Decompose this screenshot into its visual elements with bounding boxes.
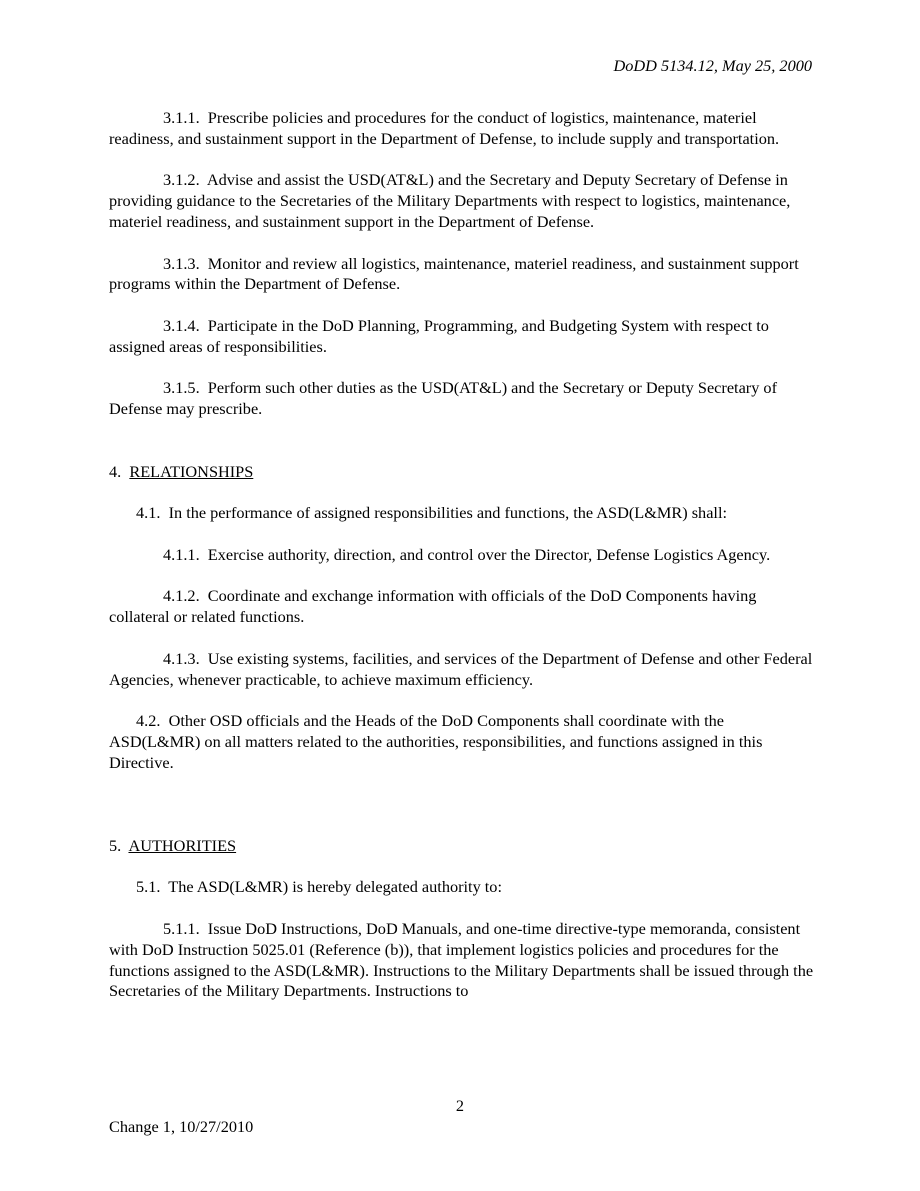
paragraph-number: 3.1.3. (163, 253, 200, 273)
paragraph-number: 4.1.3. (163, 648, 200, 668)
section-number: 5. (109, 835, 122, 855)
paragraph-number: 3.1.1. (163, 108, 200, 127)
paragraph-text: Prescribe policies and procedures for the conduct of logistics, maintenance, materiel readiness, and sustainment support in the Department of Defense, to include supply and transportation. (109, 108, 780, 148)
paragraph-3-1-5 (109, 378, 814, 420)
paragraph-4-1-1 (109, 545, 814, 566)
document-body (109, 108, 814, 1023)
paragraph-text: Use existing systems, facilities, and services of the Department of Defense and other Federal Agencies, whenever practicable, to achieve maximum efficiency. (109, 648, 813, 689)
section-title: AUTHORITIES (128, 835, 237, 855)
paragraph-number: 5.1. (136, 877, 161, 897)
paragraph-4-1-2 (109, 586, 814, 628)
paragraph-number: 4.1.1. (163, 544, 200, 564)
section-number: 4. (109, 461, 122, 481)
section-title: RELATIONSHIPS (129, 461, 254, 481)
section-heading-authorities (109, 836, 814, 857)
paragraph-text: Advise and assist the USD(AT&L) and the Secretary and Deputy Secretary of Defense in providing guidance to the Secretaries of the Military Departments with respect to logistics, maintenance, materiel readiness, and sustainment support in the Department of Defense. (109, 170, 791, 231)
paragraph-text: Perform such other duties as the USD(AT&L) and the Secretary or Deputy Secretary of Defense may prescribe. (109, 378, 777, 419)
paragraph-3-1-4 (109, 316, 814, 358)
paragraph-text: Exercise authority, direction, and control over the Director, Defense Logistics Agency. (207, 544, 771, 564)
paragraph-number: 4.2. (136, 711, 161, 731)
paragraph-text: Participate in the DoD Planning, Programming, and Budgeting System with respect to assigned areas of responsibilities. (109, 315, 769, 356)
paragraph-number: 3.1.2. (163, 170, 200, 190)
paragraph-3-1-3 (109, 254, 814, 296)
paragraph-4-1-3 (109, 649, 814, 691)
paragraph-4-1 (109, 503, 814, 524)
paragraph-3-1-1 (109, 108, 814, 150)
paragraph-number: 4.1.2. (163, 586, 200, 606)
paragraph-number: 3.1.4. (163, 315, 200, 335)
paragraph-number: 3.1.5. (163, 378, 200, 398)
change-notice: Change 1, 10/27/2010 (109, 1117, 254, 1136)
page-number: 2 (455, 1096, 465, 1115)
paragraph-text: Coordinate and exchange information with officials of the DoD Components having collateral or related functions. (109, 586, 757, 627)
paragraph-4-2 (109, 711, 814, 773)
paragraph-text: Other OSD officials and the Heads of the DoD Components shall coordinate with the ASD(L&MR) on all matters related to the authorities, responsibilities, and functions assigned in this Directive. (109, 711, 763, 772)
paragraph-number: 5.1.1. (163, 919, 200, 939)
paragraph-5-1-1 (109, 919, 814, 1002)
paragraph-3-1-2 (109, 170, 814, 232)
section-heading-relationships (109, 462, 814, 483)
document-reference-header: DoDD 5134.12, May 25, 2000 (613, 56, 812, 75)
paragraph-number: 4.1. (136, 503, 161, 523)
paragraph-text: Issue DoD Instructions, DoD Manuals, and one-time directive-type memoranda, consistent with DoD Instruction 5025.01 (Reference (b)), that implement logistics policies and procedures for the functions assigned to the ASD(L&MR). Instructions to the Military Departments shall be issued through the Secretaries of the Military Departments. Instructions to (109, 919, 814, 1001)
paragraph-5-1 (109, 877, 814, 898)
paragraph-text: The ASD(L&MR) is hereby delegated authority to: (168, 877, 502, 897)
paragraph-text: Monitor and review all logistics, maintenance, materiel readiness, and sustainment support programs within the Department of Defense. (109, 253, 799, 294)
paragraph-text: In the performance of assigned responsibilities and functions, the ASD(L&MR) shall: (168, 503, 727, 523)
